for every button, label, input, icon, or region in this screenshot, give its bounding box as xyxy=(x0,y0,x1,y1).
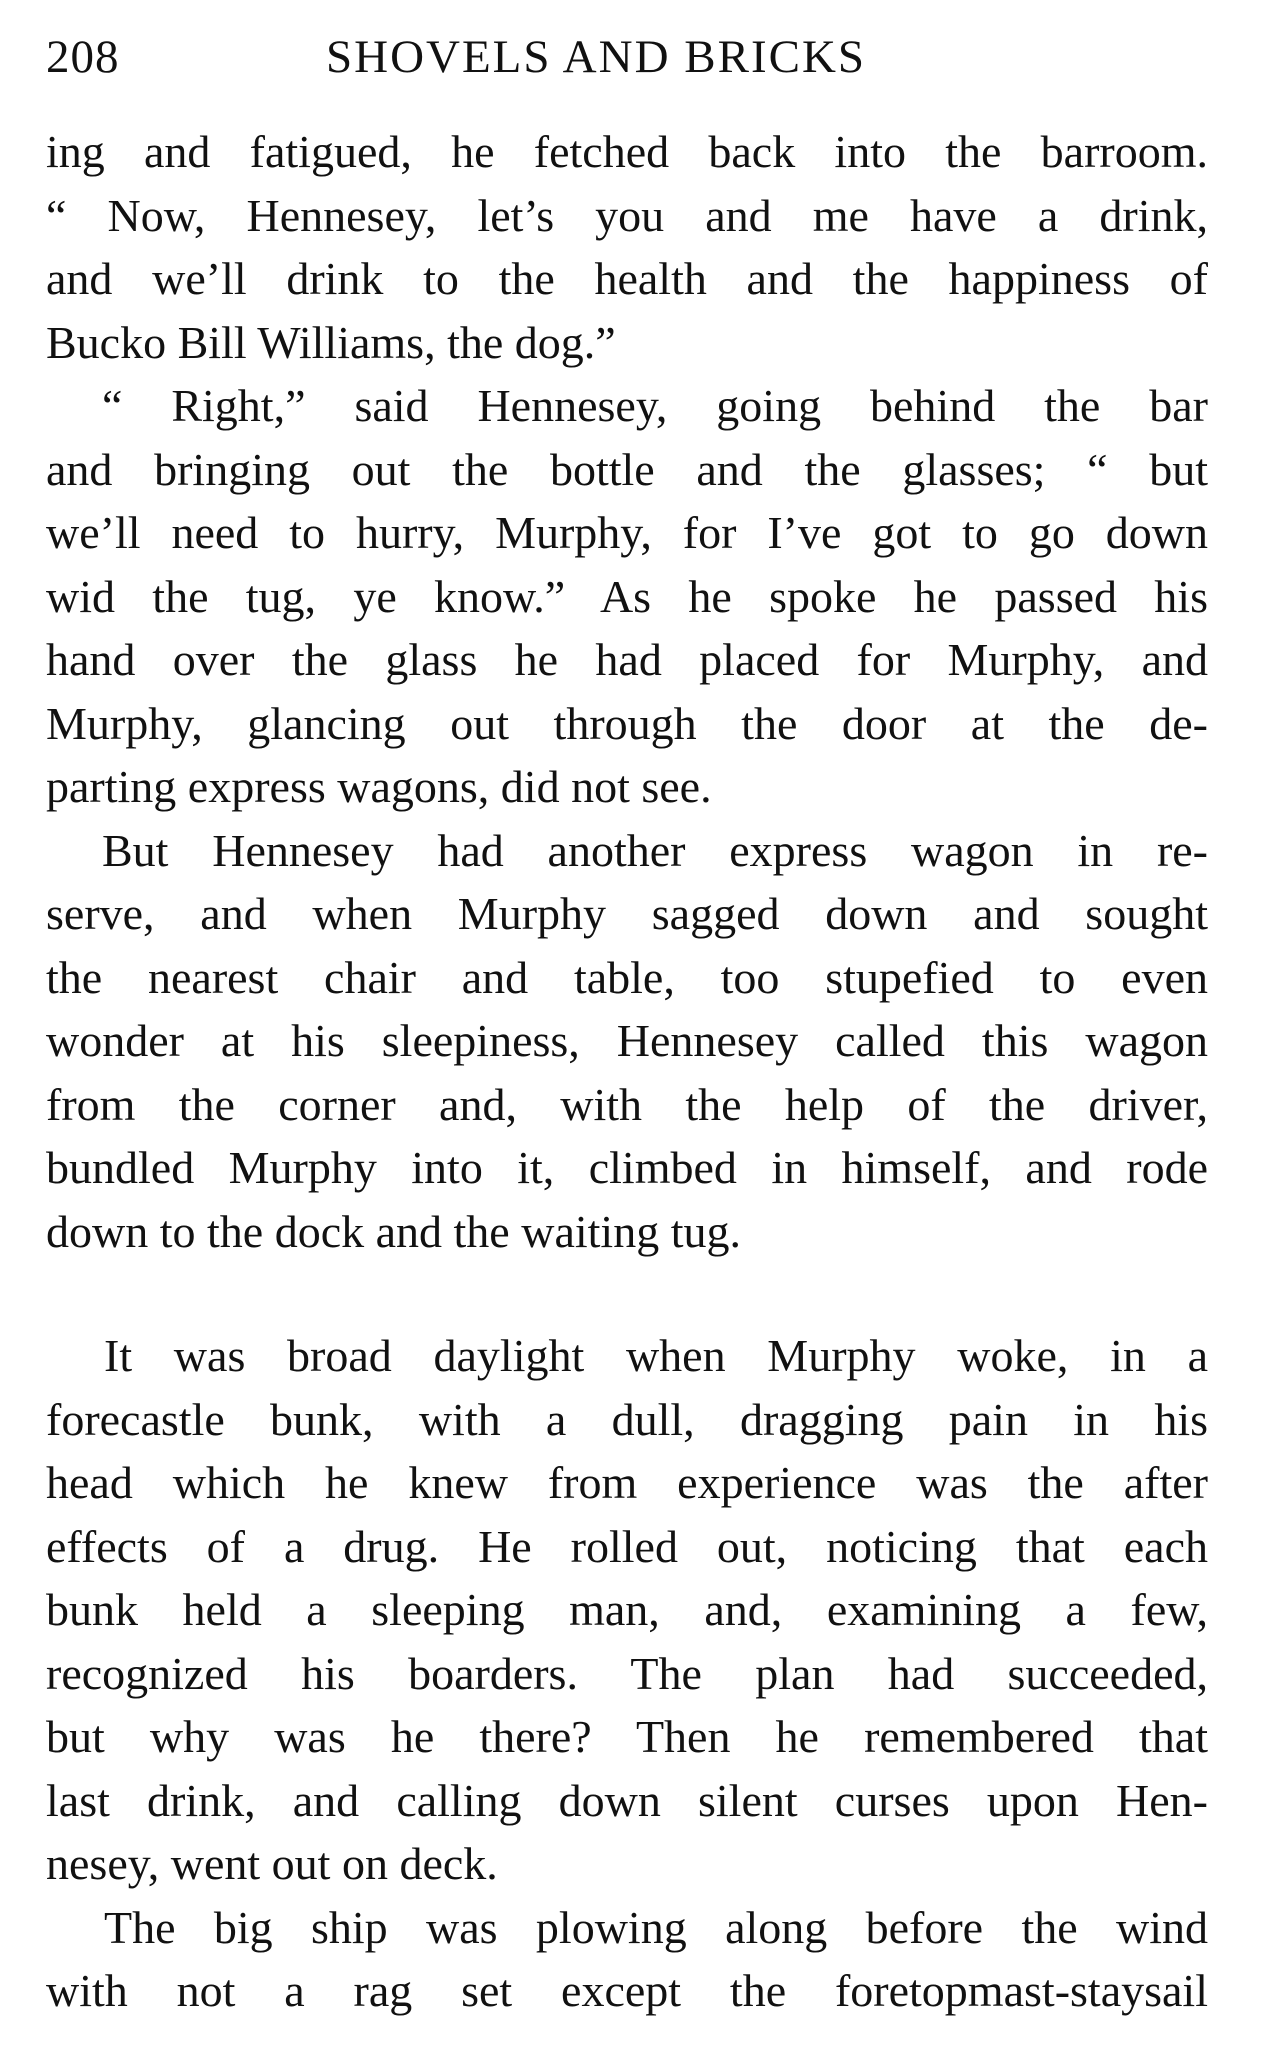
text-line: wonder at his sleepiness, Hennesey called this wagon xyxy=(46,1015,1208,1066)
text-line: last drink, and calling down silent curses upon Hen- xyxy=(46,1774,1208,1826)
text-line: and we’ll drink to the health and the happiness of xyxy=(46,253,1208,304)
text-line: and bringing out the bottle and the glasses; “ but xyxy=(46,443,1208,495)
page-number: 208 xyxy=(46,31,120,83)
text-line: head which he knew from experience was the after xyxy=(46,1457,1208,1508)
text-line: bundled Murphy into it, climbed in himself, and rode xyxy=(46,1142,1208,1193)
text-line: the nearest chair and table, too stupefied to even xyxy=(46,951,1208,1003)
text-line: The big ship was plowing along before the wind xyxy=(104,1901,1208,1953)
text-line: But Hennesey had another express wagon in re- xyxy=(102,824,1208,876)
text-line: effects of a drug. He rolled out, noticing that each xyxy=(46,1520,1208,1572)
text-line: “ Now, Hennesey, let’s you and me have a drink, xyxy=(46,189,1208,241)
text-line: forecastle bunk, with a dull, dragging pain in his xyxy=(46,1393,1208,1445)
text-line: Bucko Bill Williams, the dog.” xyxy=(46,316,616,368)
text-line: hand over the glass he had placed for Murphy, and xyxy=(46,634,1208,685)
running-title: SHOVELS AND BRICKS xyxy=(326,31,867,83)
text-line: It was broad daylight when Murphy woke, in a xyxy=(104,1330,1208,1381)
text-line: but why was he there? Then he remembered that xyxy=(46,1711,1208,1762)
text-line: serve, and when Murphy sagged down and sought xyxy=(46,888,1208,939)
running-head xyxy=(46,30,1226,94)
text-line: down to the dock and the waiting tug. xyxy=(46,1205,741,1257)
text-line: from the corner and, with the help of the driver, xyxy=(46,1078,1208,1130)
text-line: parting express wagons, did not see. xyxy=(46,761,712,812)
text-line: recognized his boarders. The plan had succeeded, xyxy=(46,1647,1208,1699)
text-line: wid the tug, ye know.” As he spoke he passed his xyxy=(46,570,1208,622)
text-line: ing and fatigued, he fetched back into the barroom. xyxy=(46,126,1208,177)
text-section-1 xyxy=(46,120,1208,1263)
text-section-2 xyxy=(46,1324,1208,2023)
text-line: nesey, went out on deck. xyxy=(46,1838,498,1889)
text-line: Murphy, glancing out through the door at the de- xyxy=(46,697,1208,749)
text-line: bunk held a sleeping man, and, examining a few, xyxy=(46,1584,1208,1635)
text-line: “ Right,” said Hennesey, going behind the bar xyxy=(102,380,1208,431)
text-line: we’ll need to hurry, Murphy, for I’ve got to go down xyxy=(46,507,1208,558)
text-line: with not a rag set except the foretopmast-staysail xyxy=(46,1965,1208,2016)
